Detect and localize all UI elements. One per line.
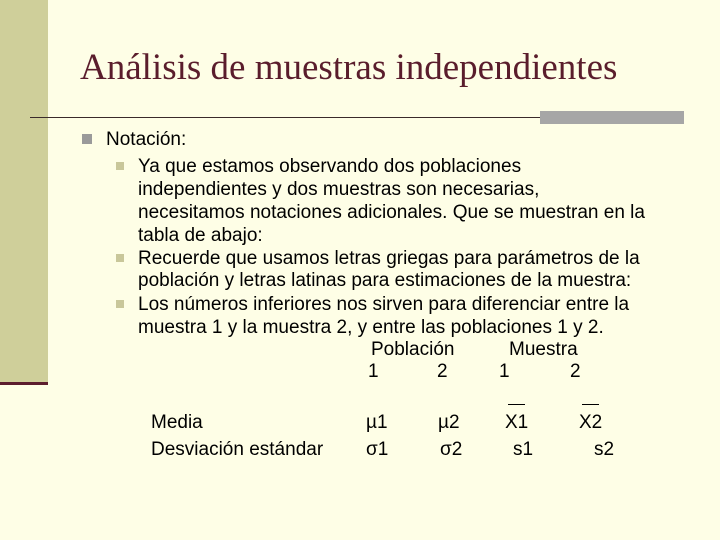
table-cell: s1 [513, 439, 534, 460]
table-row-label: Media [151, 412, 203, 433]
bullet-square-icon [116, 162, 124, 170]
table-cell: s2 [594, 439, 615, 460]
bullet-square-icon [116, 254, 124, 262]
left-accent-line [0, 382, 48, 385]
table-row-label: Desviación estándar [151, 439, 324, 460]
level1-heading: Notación: [106, 129, 187, 150]
table-cell-xbar: X1 [505, 412, 529, 433]
title-rule-accent [540, 111, 684, 124]
bullet-square-icon [82, 134, 92, 144]
bullet-1-line-1: Ya que estamos observando dos poblaciones [138, 156, 522, 177]
bullet-1-line-4: tabla de abajo: [138, 225, 263, 246]
table-cell-xbar: X2 [579, 412, 603, 433]
table-cell: σ2 [440, 439, 463, 460]
bullet-1-line-3: necesitamos notaciones adicionales. Que se muestran en la [138, 202, 645, 223]
table-subheader: 1 [368, 361, 379, 382]
table-header-muestra: Muestra [509, 339, 578, 360]
left-accent-bar [0, 0, 48, 383]
table-subheader: 2 [437, 361, 448, 382]
table-cell: σ1 [366, 439, 389, 460]
table-cell: µ1 [366, 412, 388, 433]
slide-title: Análisis de muestras independientes [80, 47, 618, 88]
bullet-3-line-2: muestra 1 y la muestra 2, y entre las poblaciones 1 y 2. [138, 317, 604, 338]
bullet-3-line-1: Los números inferiores nos sirven para diferenciar entre la [138, 294, 630, 315]
table-header-poblacion: Población [371, 339, 455, 360]
bullet-2-line-1: Recuerde que usamos letras griegas para parámetros de la [138, 248, 640, 269]
bullet-square-icon [116, 300, 124, 308]
table-cell: µ2 [438, 412, 460, 433]
bullet-2-line-2: población y letras latinas para estimaciones de la muestra: [138, 270, 632, 291]
bullet-1-line-2: independientes y dos muestras son necesarias, [138, 179, 540, 200]
table-subheader: 2 [570, 361, 581, 382]
table-subheader: 1 [499, 361, 510, 382]
